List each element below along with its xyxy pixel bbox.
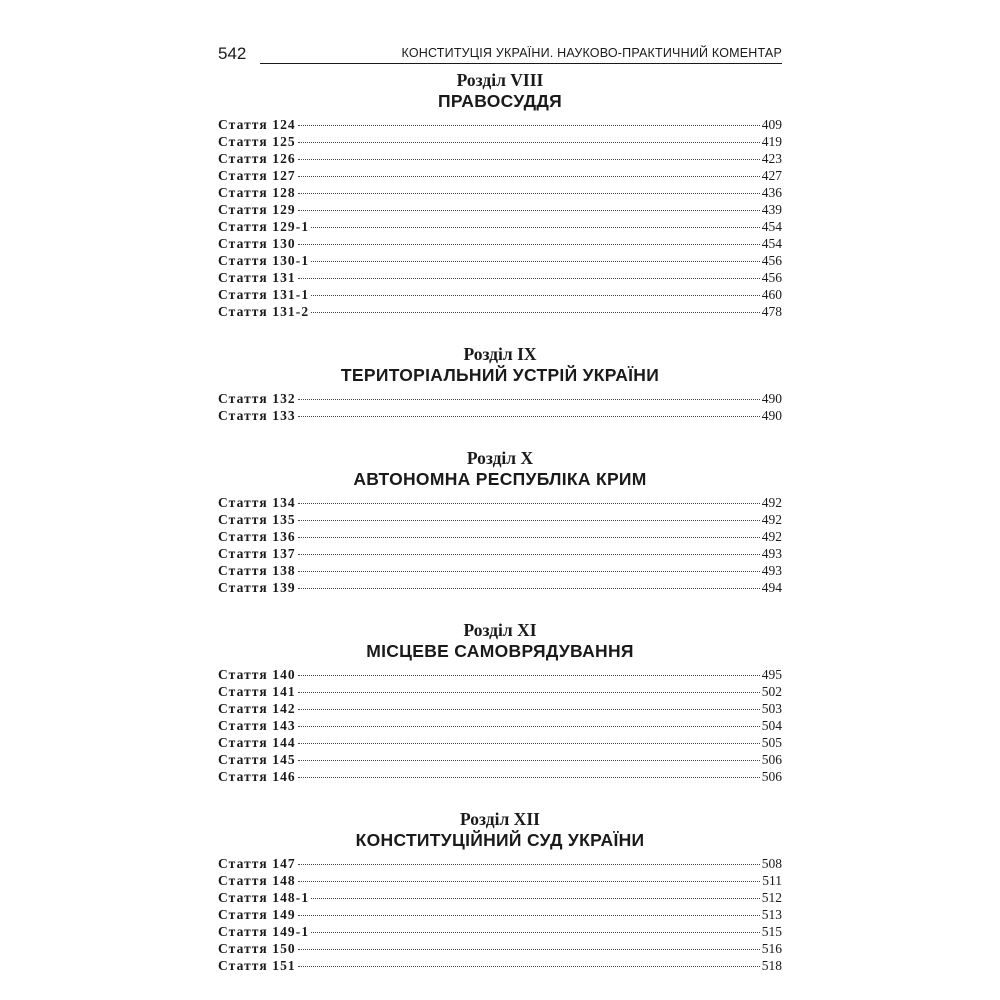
dot-leader [298,864,760,865]
toc-section [218,809,782,974]
dot-leader [298,520,760,521]
dot-leader [311,898,760,899]
page-reference: 419 [761,134,782,149]
dot-leader [298,159,760,160]
article-label: Стаття 150 [218,941,296,956]
article-label: Стаття 140 [218,667,296,682]
toc-entry [218,303,782,320]
page-reference: 505 [761,735,782,750]
section-title: ПРАВОСУДДЯ [437,91,563,111]
article-label: Стаття 125 [218,134,296,149]
page-reference: 512 [761,890,782,905]
toc-entry [218,751,782,768]
article-label: Стаття 146 [218,769,296,784]
page-reference: 494 [761,580,782,595]
page-reference: 493 [761,563,782,578]
toc-entry [218,768,782,785]
article-label: Стаття 139 [218,580,296,595]
dot-leader [298,675,760,676]
page-reference: 513 [761,907,782,922]
dot-leader [298,210,760,211]
page-reference: 454 [761,219,782,234]
page-reference: 490 [761,391,782,406]
page-reference: 508 [761,856,782,871]
page-reference: 492 [761,512,782,527]
dot-leader [311,312,760,313]
page-reference: 503 [761,701,782,716]
article-label: Стаття 135 [218,512,296,527]
page-reference: 460 [761,287,782,302]
article-label: Стаття 141 [218,684,296,699]
page-reference: 409 [761,117,782,132]
dot-leader [298,554,760,555]
toc-entry [218,494,782,511]
page-reference: 492 [761,529,782,544]
toc-entry [218,579,782,596]
article-label: Стаття 131-1 [218,287,310,302]
toc-entry [218,269,782,286]
toc-entry [218,872,782,889]
section-title: АВТОНОМНА РЕСПУБЛІКА КРИМ [353,469,647,489]
dot-leader [298,777,760,778]
dot-leader [311,295,760,296]
page-reference: 490 [761,408,782,423]
page-number: 542 [218,44,247,63]
toc-entry [218,923,782,940]
toc-entry [218,855,782,872]
page-header [218,44,782,66]
toc-entry [218,235,782,252]
dot-leader [298,571,760,572]
article-label: Стаття 149-1 [218,924,310,939]
toc-entry [218,218,782,235]
article-label: Стаття 124 [218,117,296,132]
article-label: Стаття 129 [218,202,296,217]
page-reference: 506 [761,752,782,767]
toc-entry [218,390,782,407]
dot-leader [298,537,760,538]
dot-leader [298,692,760,693]
page-reference: 423 [761,151,782,166]
section-label: Розділ XII [460,809,540,829]
page-reference: 493 [761,546,782,561]
section-label: Розділ VIII [456,70,544,90]
toc-entry-list [218,116,782,320]
dot-leader [298,399,760,400]
article-label: Стаття 148-1 [218,890,310,905]
page-reference: 439 [761,202,782,217]
toc-entry [218,666,782,683]
toc-entry-list [218,390,782,424]
article-label: Стаття 130 [218,236,296,251]
toc-entry [218,906,782,923]
toc-entry [218,511,782,528]
dot-leader [298,949,760,950]
dot-leader [298,416,760,417]
article-label: Стаття 148 [218,873,296,888]
toc-entry [218,734,782,751]
page-reference: 436 [761,185,782,200]
toc-entry [218,407,782,424]
toc-entry-list [218,494,782,596]
page-reference: 506 [761,769,782,784]
section-label: Розділ IX [463,344,537,364]
page-reference: 502 [761,684,782,699]
dot-leader [298,503,760,504]
toc-entry [218,286,782,303]
article-label: Стаття 143 [218,718,296,733]
article-label: Стаття 147 [218,856,296,871]
page-reference: 478 [761,304,782,319]
dot-leader [298,125,760,126]
dot-leader [298,588,760,589]
dot-leader [298,193,760,194]
section-title: ТЕРИТОРІАЛЬНИЙ УСТРІЙ УКРАЇНИ [340,365,660,385]
dot-leader [298,915,760,916]
toc-entry [218,683,782,700]
page-reference: 504 [761,718,782,733]
toc-entry [218,562,782,579]
page-reference: 495 [761,667,782,682]
page-reference: 518 [761,958,782,973]
toc-entry [218,889,782,906]
article-label: Стаття 144 [218,735,296,750]
toc-entry [218,133,782,150]
toc-entry [218,957,782,974]
article-label: Стаття 137 [218,546,296,561]
dot-leader [298,743,760,744]
toc-section [218,344,782,424]
toc-entry [218,717,782,734]
article-label: Стаття 129-1 [218,219,310,234]
page-reference: 516 [761,941,782,956]
toc-section [218,448,782,596]
dot-leader [298,176,760,177]
page-reference: 511 [762,873,782,888]
header-rule [260,63,782,64]
dot-leader [298,278,760,279]
page-reference: 454 [761,236,782,251]
article-label: Стаття 134 [218,495,296,510]
toc-entry [218,150,782,167]
toc-entry [218,184,782,201]
dot-leader [311,932,760,933]
dot-leader [298,881,760,882]
article-label: Стаття 142 [218,701,296,716]
toc-entry-list [218,855,782,974]
toc-entry [218,940,782,957]
article-label: Стаття 151 [218,958,296,973]
toc-section [218,620,782,785]
section-title: КОНСТИТУЦІЙНИЙ СУД УКРАЇНИ [355,830,645,850]
toc-entry [218,201,782,218]
section-title: МІСЦЕВЕ САМОВРЯДУВАННЯ [366,641,634,661]
article-label: Стаття 149 [218,907,296,922]
page-reference: 492 [761,495,782,510]
dot-leader [298,244,760,245]
article-label: Стаття 127 [218,168,296,183]
article-label: Стаття 126 [218,151,296,166]
article-label: Стаття 138 [218,563,296,578]
section-label: Розділ X [466,448,534,468]
page-reference: 515 [761,924,782,939]
article-label: Стаття 145 [218,752,296,767]
article-label: Стаття 131 [218,270,296,285]
article-label: Стаття 130-1 [218,253,310,268]
table-of-contents [218,70,782,974]
page-reference: 456 [761,253,782,268]
dot-leader [298,142,760,143]
toc-entry [218,252,782,269]
dot-leader [298,726,760,727]
article-label: Стаття 136 [218,529,296,544]
article-label: Стаття 131-2 [218,304,310,319]
article-label: Стаття 133 [218,408,296,423]
article-label: Стаття 132 [218,391,296,406]
dot-leader [298,760,760,761]
toc-entry [218,116,782,133]
dot-leader [298,966,760,967]
article-label: Стаття 128 [218,185,296,200]
page-reference: 456 [761,270,782,285]
toc-section [218,70,782,320]
toc-entry-list [218,666,782,785]
dot-leader [311,261,760,262]
toc-entry [218,545,782,562]
toc-entry [218,700,782,717]
dot-leader [311,227,760,228]
toc-entry [218,528,782,545]
page-reference: 427 [761,168,782,183]
section-label: Розділ XI [463,620,537,640]
toc-entry [218,167,782,184]
dot-leader [298,709,760,710]
running-title: КОНСТИТУЦІЯ УКРАЇНИ. НАУКОВО-ПРАКТИЧНИЙ КОМЕНТАР [401,46,782,60]
